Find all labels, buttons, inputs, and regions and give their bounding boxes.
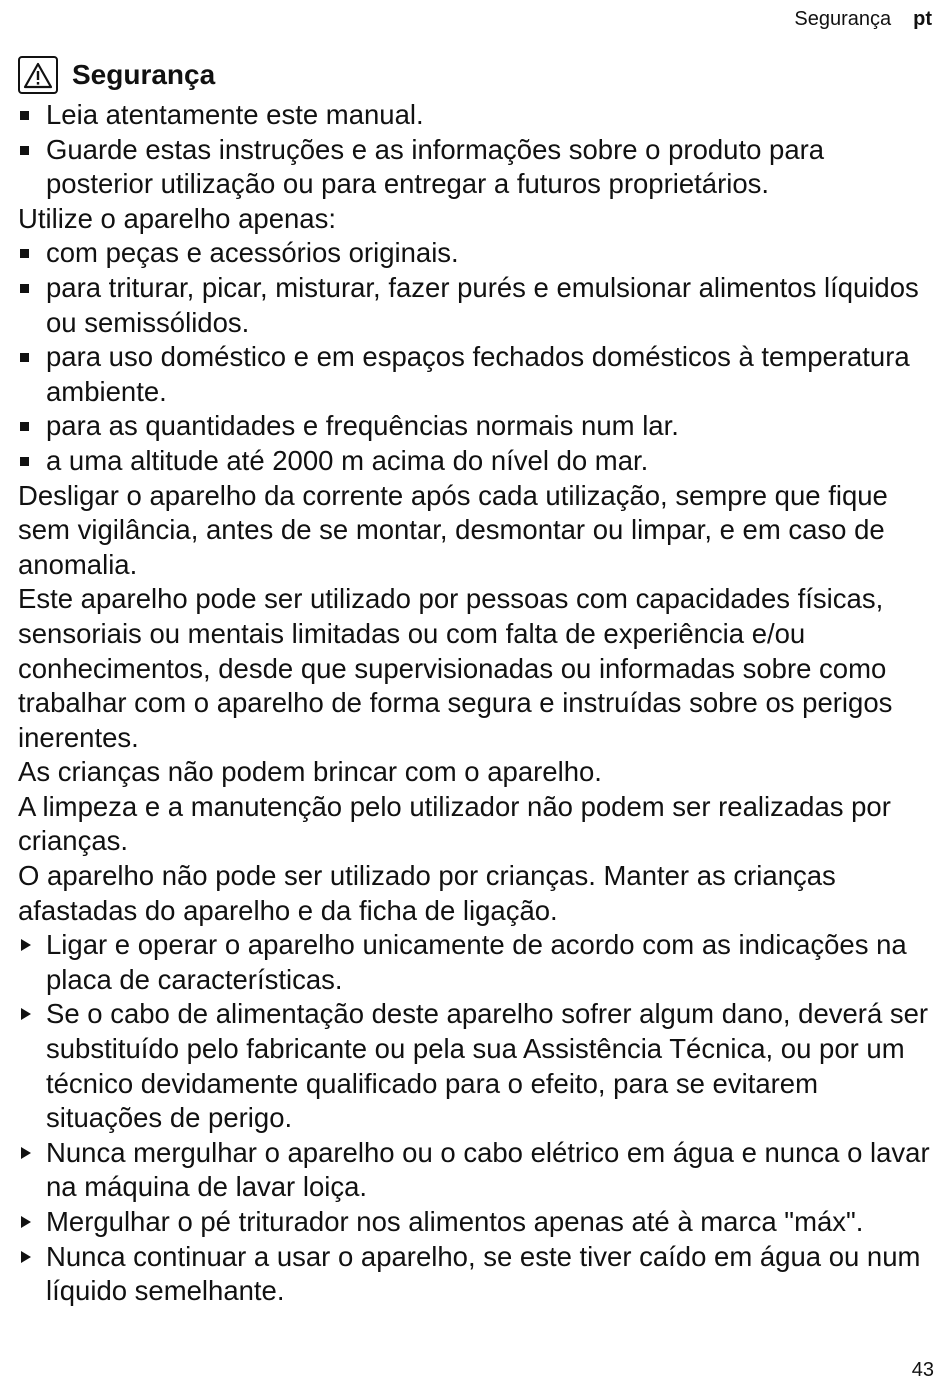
arrow-bullet-icon	[21, 1216, 31, 1228]
square-bullet-icon	[20, 111, 29, 120]
action-item: Mergulhar o pé triturador nos alimentos apenas até à marca "máx".	[18, 1205, 930, 1240]
paragraph: Este aparelho pode ser utilizado por pessoas com capacidades físicas, sensoriais ou mentais limitadas ou com falta de experiência e/ou conhecimentos, desde que supervisionadas ou informadas sobre como trabalhar com o aparelho de forma segura e instruídas sobre os perigos inerentes.	[18, 583, 893, 753]
arrow-bullet-icon	[21, 939, 31, 951]
action-item: Nunca mergulhar o aparelho ou o cabo elétrico em água e nunca o lavar na máquina de lavar loiça.	[18, 1136, 930, 1205]
action-item: Ligar e operar o aparelho unicamente de acordo com as indicações na placa de características.	[18, 928, 930, 997]
paragraph: Desligar o aparelho da corrente após cada utilização, sempre que fique sem vigilância, antes de se montar, desmontar ou limpar, e em caso de anomalia.	[18, 479, 888, 580]
paragraph: O aparelho não pode ser utilizado por crianças. Manter as crianças afastadas do aparelho e da ficha de ligação.	[18, 860, 836, 926]
arrow-bullet-icon	[21, 1147, 31, 1159]
warning-triangle-icon	[18, 56, 58, 94]
list-item: para uso doméstico e em espaços fechados domésticos à temperatura ambiente.	[18, 340, 930, 409]
square-bullet-icon	[20, 249, 29, 258]
list-item: com peças e acessórios originais.	[18, 236, 930, 271]
list-item: Guarde estas instruções e as informações sobre o produto para posterior utilização ou para entregar a futuros proprietários.	[18, 133, 930, 202]
page-content	[18, 52, 930, 1309]
section-title: Segurança	[72, 58, 216, 90]
section-heading	[18, 52, 930, 98]
square-bullet-icon	[20, 284, 29, 293]
arrow-bullet-icon	[21, 1251, 31, 1263]
action-item: Se o cabo de alimentação deste aparelho sofrer algum dano, deverá ser substituído pelo fabricante ou pela sua Assistência Técnica, ou por um técnico devidamente qualificado para o efeito, para se evitarem situações de perigo.	[18, 997, 930, 1135]
square-bullet-icon	[20, 422, 29, 431]
running-header	[794, 8, 932, 31]
square-bullet-icon	[20, 146, 29, 155]
usage-intro: Utilize o aparelho apenas:	[18, 202, 336, 234]
header-language-code: pt	[913, 8, 932, 30]
square-bullet-icon	[20, 457, 29, 466]
list-item: a uma altitude até 2000 m acima do nível do mar.	[18, 444, 930, 479]
header-section-title: Segurança	[794, 8, 892, 30]
square-bullet-icon	[20, 353, 29, 362]
list-item: para triturar, picar, misturar, fazer purés e emulsionar alimentos líquidos ou semissólidos.	[18, 271, 930, 340]
paragraph: As crianças não podem brincar com o aparelho.	[18, 756, 602, 788]
list-item: para as quantidades e frequências normais num lar.	[18, 409, 930, 444]
arrow-bullet-icon	[21, 1008, 31, 1020]
action-item: Nunca continuar a usar o aparelho, se este tiver caído em água ou num líquido semelhante.	[18, 1240, 930, 1309]
paragraph: A limpeza e a manutenção pelo utilizador não podem ser realizadas por crianças.	[18, 790, 891, 857]
list-item: Leia atentamente este manual.	[18, 98, 930, 133]
page-number: 43	[911, 1359, 934, 1381]
